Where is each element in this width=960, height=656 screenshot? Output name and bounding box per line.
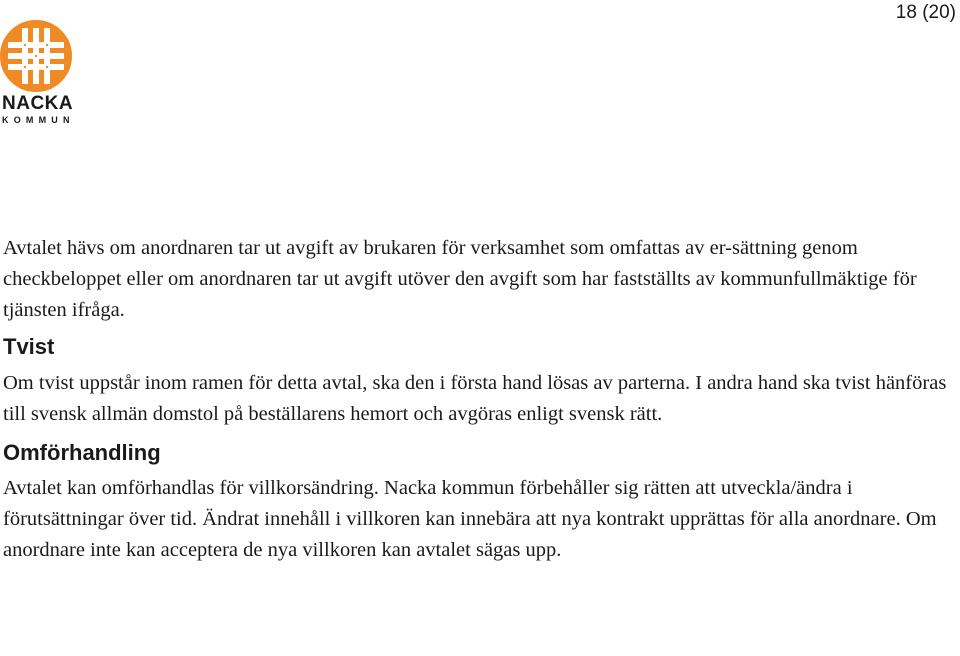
paragraph-renegotiation: Avtalet kan omförhandlas för villkorsändring. Nacka kommun förbehåller sig rätten att utveckla/ändra i förutsättningar över tid. Ändrat innehåll i villkoren kan innebära att nya kontrakt upprättas för alla anordnare. Om anordnare inte kan acceptera de nya villkoren kan avtalet sägas upp. [3, 477, 937, 561]
document-body [3, 233, 953, 566]
paragraph-dispute: Om tvist uppstår inom ramen för detta avtal, ska den i första hand lösas av parterna. I andra hand ska tvist hänföras till svensk allmän domstol på beställarens hemort och avgöras enligt svensk rätt. [3, 372, 947, 425]
page-number: 18 (20) [895, 2, 956, 23]
logo-subtitle: KOMMUN [2, 115, 75, 125]
nacka-emblem-icon [0, 20, 72, 92]
heading-dispute: Tvist [3, 334, 55, 359]
heading-renegotiation: Omförhandling [3, 440, 161, 465]
nacka-kommun-logo [0, 20, 80, 125]
logo-name: NACKA [2, 93, 74, 114]
paragraph-termination: Avtalet hävs om anordnaren tar ut avgift av brukaren för verksamhet som omfattas av er-sättning genom checkbeloppet eller om anordnaren tar ut avgift utöver den avgift som har fastställts av kommunfullmäktige för tjänsten ifråga. [3, 237, 917, 321]
